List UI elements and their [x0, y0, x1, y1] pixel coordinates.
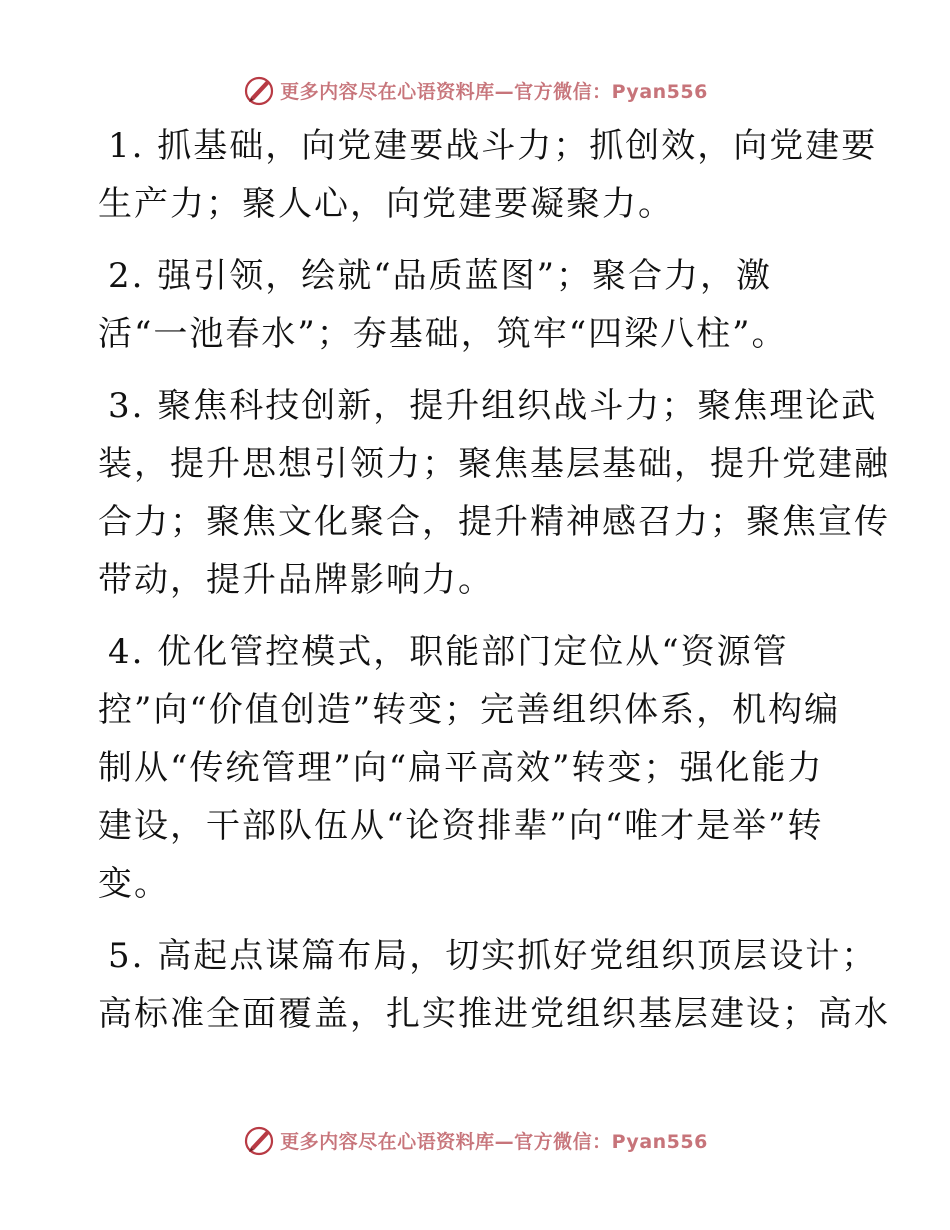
paragraph-line: 2. 强引领，绘就“品质蓝图”；聚合力，激 — [108, 256, 773, 296]
paragraph-line: 建设，干部队伍从“论资排辈”向“唯才是举”转 — [98, 806, 824, 846]
header-watermark — [0, 70, 950, 110]
pen-logo-icon — [242, 73, 276, 107]
watermark-text: 更多内容尽在心语资料库—官方微信：Pyan556 — [280, 1130, 708, 1153]
paragraph-line: 生产力；聚人心，向党建要凝聚力。 — [98, 184, 674, 224]
pen-logo-icon — [242, 1123, 276, 1157]
paragraph-line: 3. 聚焦科技创新，提升组织战斗力；聚焦理论武 — [108, 386, 878, 426]
paragraph-3 — [98, 377, 890, 609]
paragraph-line: 带动，提升品牌影响力。 — [98, 560, 494, 600]
paragraph-line: 变。 — [98, 864, 170, 904]
paragraph-line: 控”向“价值创造”转变；完善组织体系，机构编 — [98, 690, 841, 730]
paragraph-line: 1. 抓基础，向党建要战斗力；抓创效，向党建要 — [108, 126, 878, 166]
paragraph-line: 活“一池春水”；夯基础，筑牢“四梁八柱”。 — [98, 314, 788, 354]
watermark-text: 更多内容尽在心语资料库—官方微信：Pyan556 — [280, 80, 708, 103]
paragraph-line: 高标准全面覆盖，扎实推进党组织基层建设；高水 — [98, 994, 890, 1034]
paragraph-2 — [98, 247, 850, 363]
footer-watermark — [0, 1120, 950, 1160]
document-body — [98, 117, 890, 1057]
paragraph-5 — [98, 927, 890, 1043]
paragraph-line: 制从“传统管理”向“扁平高效”转变；强化能力 — [98, 748, 824, 788]
paragraph-line: 4. 优化管控模式，职能部门定位从“资源管 — [108, 632, 789, 672]
paragraph-line: 装，提升思想引领力；聚焦基层基础，提升党建融 — [98, 444, 890, 484]
paragraph-1 — [98, 117, 878, 233]
paragraph-line: 合力；聚焦文化聚合，提升精神感召力；聚焦宣传 — [98, 502, 890, 542]
paragraph-line: 5. 高起点谋篇布局，切实抓好党组织顶层设计； — [108, 936, 878, 976]
paragraph-4 — [98, 623, 850, 913]
